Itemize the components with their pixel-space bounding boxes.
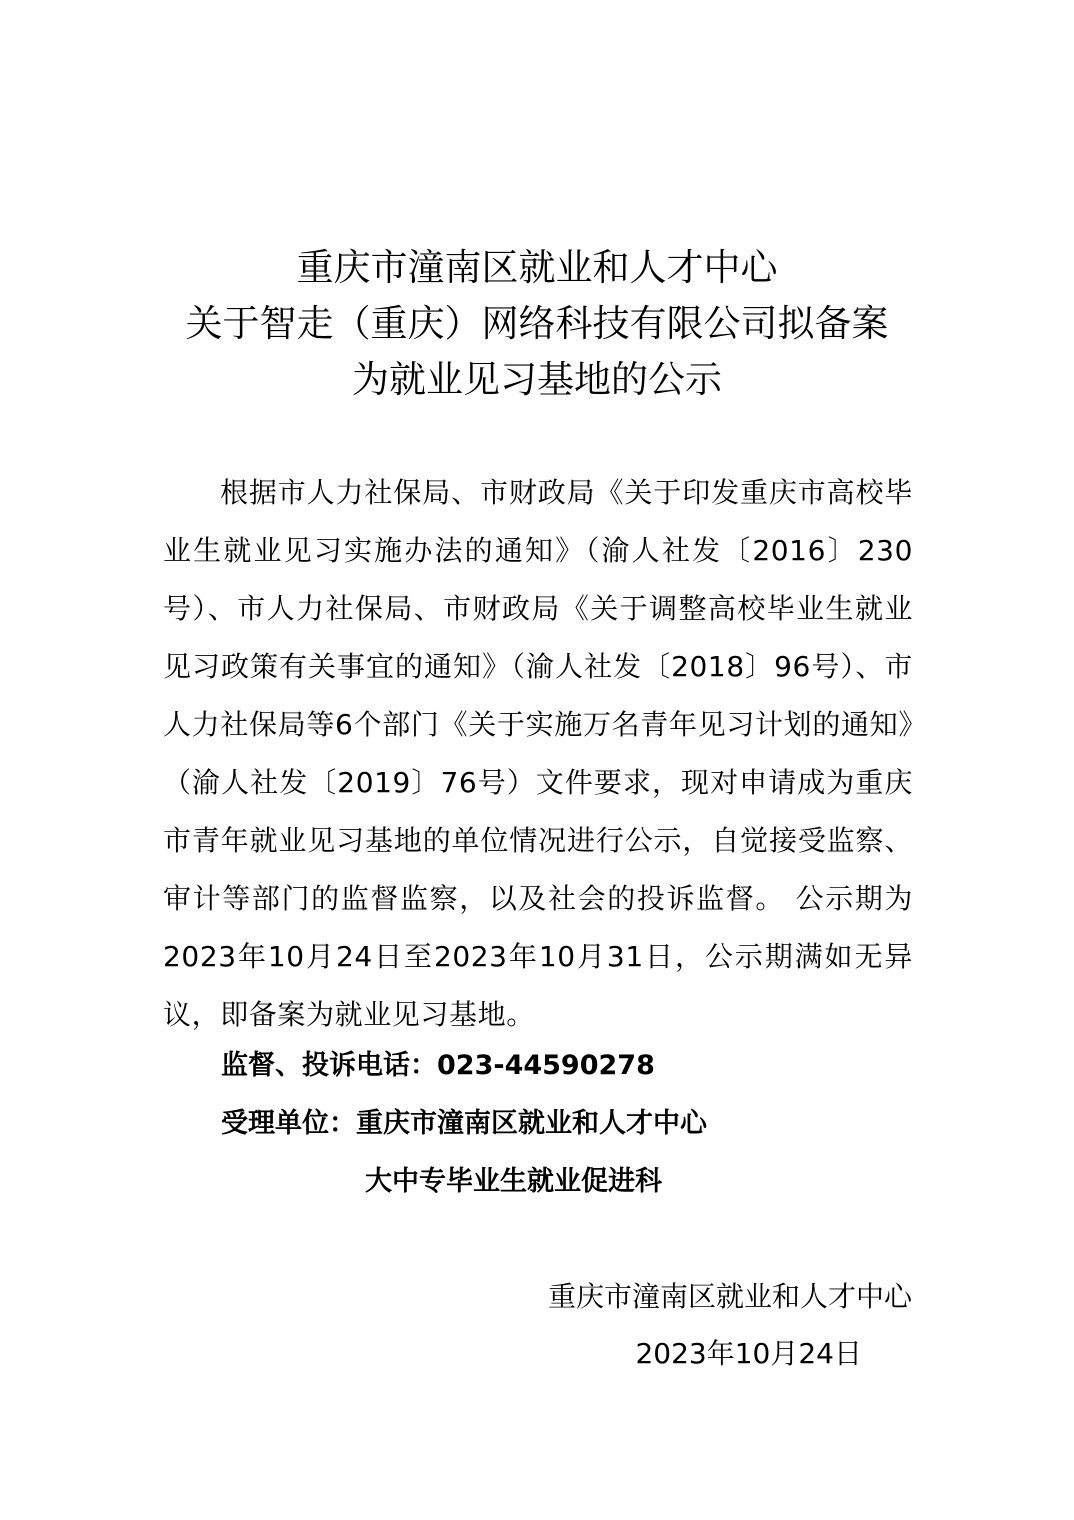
handling-unit: 受理单位：重庆市潼南区就业和人才中心 xyxy=(221,1108,707,1139)
title-line-3: 为就业见习基地的公示 xyxy=(352,358,722,401)
handling-department: 大中专毕业生就业促进科 xyxy=(365,1166,662,1197)
notice-body-paragraph: 根据市人力社保局、市财政局《关于印发重庆市高校毕业生就业见习实施办法的通知》（渝人社发〔2016〕230号）、市人力社保局、市财政局《关于调整高校毕业生就业见习政策有关事宜的通知》（渝人社发〔2018〕96号）、市人力社保局等6个部门《关于实施万名青年见习计划的通知》（渝人社发〔2019〕76号）文件要求，现对申请成为重庆市青年就业见习基地的单位情况进行公示，自觉接受监察、审计等部门的监督监察，以及社会的投诉监督。 公示期为2023年10月24日至2023年10月31日，公示期满如无异议，即备案为就业见习基地。 xyxy=(163,476,913,1031)
signature-date: 2023年10月24日 xyxy=(635,1337,862,1370)
notice-title xyxy=(0,240,1074,408)
title-line-1: 重庆市潼南区就业和人才中心 xyxy=(296,246,778,289)
complaint-hotline: 监督、投诉电话：023-44590278 xyxy=(221,1050,655,1081)
title-line-2: 关于智走（重庆）网络科技有限公司拟备案 xyxy=(185,302,889,345)
signature-organization: 重庆市潼南区就业和人才中心 xyxy=(547,1280,912,1313)
